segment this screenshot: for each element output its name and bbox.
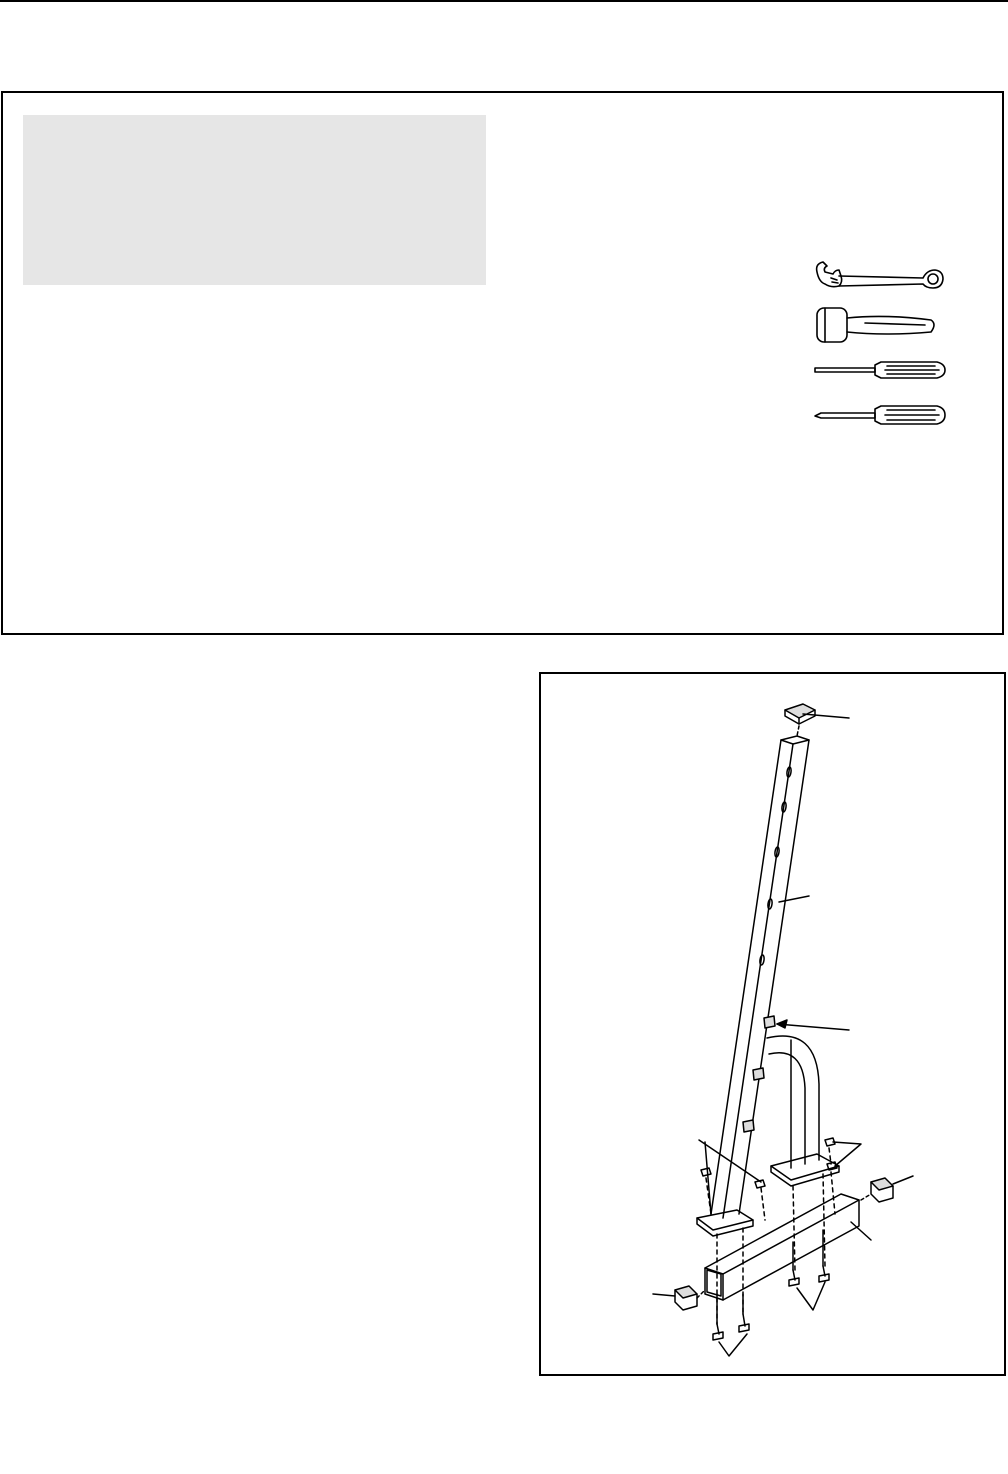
assembly-diagram-frame — [539, 672, 1006, 1376]
rubber-mallet-icon — [817, 308, 934, 342]
tools-illustration — [805, 258, 955, 438]
callout-line-base-tube — [851, 1222, 871, 1240]
bolts-front — [713, 1294, 749, 1340]
callout-line-upright — [779, 896, 809, 902]
arrow-head — [777, 1020, 787, 1028]
upright-base-plate — [697, 1210, 753, 1230]
shaded-note-box — [23, 115, 486, 285]
phillips-screwdriver-icon — [815, 406, 945, 424]
dashed-guide-top — [797, 726, 799, 736]
callout-line-left-cap — [653, 1294, 675, 1296]
support-base-plate — [771, 1154, 839, 1180]
upright-tube — [711, 736, 809, 1218]
end-cap-right — [871, 1178, 893, 1202]
callout-line-nuts-right — [833, 1142, 861, 1166]
callout-line-right-cap — [893, 1176, 913, 1184]
end-cap-left — [675, 1286, 697, 1310]
curved-support — [767, 1036, 819, 1168]
callout-line-top-cap — [803, 714, 849, 718]
top-rule — [0, 0, 1008, 2]
callout-line-rear-bolts — [797, 1282, 825, 1310]
adjustable-wrench-icon — [817, 262, 943, 288]
flat-screwdriver-icon — [815, 362, 945, 378]
callout-arrow-hook — [777, 1024, 849, 1030]
base-tube — [705, 1194, 859, 1300]
